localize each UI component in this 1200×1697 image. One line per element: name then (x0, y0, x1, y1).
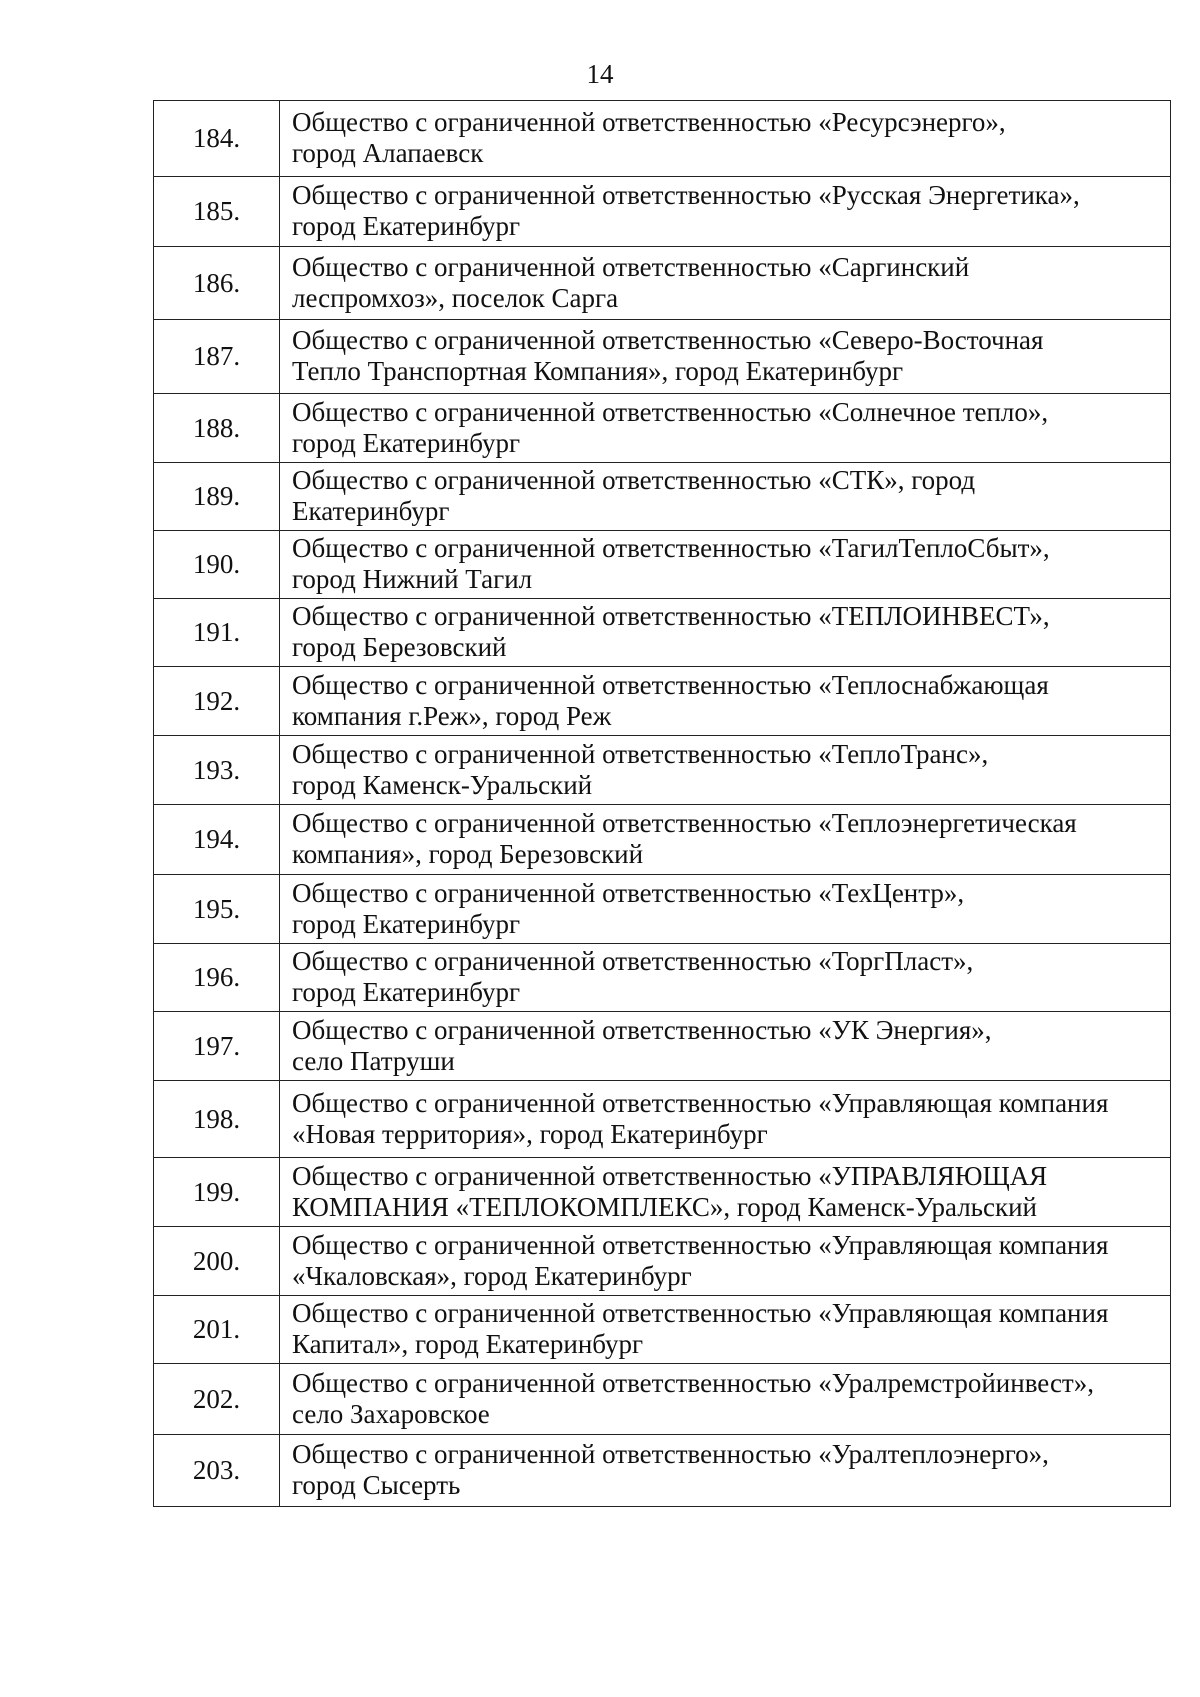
row-number: 190. (154, 531, 280, 599)
table-row (154, 394, 1171, 463)
organization-location-line: «Чкаловская», город Екатеринбург (292, 1260, 692, 1291)
organization-cell (280, 599, 1171, 667)
row-number: 198. (154, 1081, 280, 1158)
organization-name-line: Общество с ограниченной ответственностью «Русская Энергетика», (292, 180, 1080, 210)
organization-location-line: город Березовский (292, 632, 507, 662)
organization-location-line: город Нижний Тагил (292, 564, 533, 594)
table-row (154, 599, 1171, 667)
organization-name-line: Общество с ограниченной ответственностью «Северо-Восточная (292, 325, 1044, 355)
organization-name-line: Общество с ограниченной ответственностью «ТехЦентр», (292, 877, 965, 908)
organization-cell (280, 944, 1171, 1012)
organization-location-line: Екатеринбург (292, 496, 450, 526)
organization-cell (280, 1012, 1171, 1081)
organization-location-line: село Захаровское (292, 1398, 490, 1429)
organization-name-line: Общество с ограниченной ответственностью «УПРАВЛЯЮЩАЯ (292, 1160, 1048, 1191)
organization-name-line: Общество с ограниченной ответственностью «Управляющая компания (292, 1229, 1109, 1260)
organization-name-line: Общество с ограниченной ответственностью «Ресурсэнерго», (292, 107, 1006, 137)
organization-cell (280, 1364, 1171, 1435)
row-number: 199. (154, 1158, 280, 1227)
row-number: 203. (154, 1435, 280, 1507)
table-row (154, 320, 1171, 394)
row-number: 196. (154, 944, 280, 1012)
organization-location-line: Капитал», город Екатеринбург (292, 1329, 644, 1359)
table-row (154, 1227, 1171, 1296)
organization-name-line: Общество с ограниченной ответственностью «ТоргПласт», (292, 946, 974, 976)
organization-name-line: Общество с ограниченной ответственностью «Управляющая компания (292, 1087, 1109, 1118)
organization-cell (280, 1435, 1171, 1507)
table-row (154, 101, 1171, 177)
row-number: 188. (154, 394, 280, 463)
table-row (154, 463, 1171, 531)
organization-name-line: Общество с ограниченной ответственностью «ТагилТеплоСбыт», (292, 533, 1050, 563)
organization-location-line: город Екатеринбург (292, 977, 521, 1007)
organization-location-line: леспромхоз», поселок Сарга (292, 282, 619, 313)
organization-cell (280, 320, 1171, 394)
table-row (154, 667, 1171, 736)
row-number: 193. (154, 736, 280, 805)
row-number: 184. (154, 101, 280, 177)
table-row (154, 1364, 1171, 1435)
organization-cell (280, 531, 1171, 599)
organization-location-line: город Каменск-Уральский (292, 769, 593, 800)
organization-name-line: Общество с ограниченной ответственностью «Солнечное тепло», (292, 396, 1049, 427)
table-row (154, 531, 1171, 599)
organization-cell (280, 667, 1171, 736)
organization-location-line: город Екатеринбург (292, 427, 521, 458)
table-row (154, 736, 1171, 805)
row-number: 194. (154, 805, 280, 875)
organization-cell (280, 875, 1171, 944)
organization-name-line: Общество с ограниченной ответственностью «Теплоснабжающая (292, 669, 1049, 700)
organization-name-line: Общество с ограниченной ответственностью «Уралремстройинвест», (292, 1367, 1094, 1398)
row-number: 197. (154, 1012, 280, 1081)
organization-cell (280, 101, 1171, 177)
organization-location-line: город Екатеринбург (292, 908, 521, 939)
organization-cell (280, 177, 1171, 247)
organization-name-line: Общество с ограниченной ответственностью «Саргинский (292, 251, 970, 282)
organization-name-line: Общество с ограниченной ответственностью «СТК», город (292, 465, 976, 495)
organizations-table (153, 100, 1171, 1507)
row-number: 191. (154, 599, 280, 667)
row-number: 201. (154, 1296, 280, 1364)
table-row (154, 247, 1171, 320)
organization-name-line: Общество с ограниченной ответственностью «Уралтеплоэнерго», (292, 1439, 1049, 1469)
organization-cell (280, 1227, 1171, 1296)
table-row (154, 1158, 1171, 1227)
row-number: 185. (154, 177, 280, 247)
organization-location-line: КОМПАНИЯ «ТЕПЛОКОМПЛЕКС», город Каменск-Уральский (292, 1191, 1037, 1222)
organization-cell (280, 736, 1171, 805)
organization-name-line: Общество с ограниченной ответственностью «Управляющая компания (292, 1298, 1109, 1328)
organization-name-line: Общество с ограниченной ответственностью «Теплоэнергетическая (292, 808, 1077, 838)
organization-cell (280, 394, 1171, 463)
organization-name-line: Общество с ограниченной ответственностью «УК Энергия», (292, 1014, 992, 1045)
organization-location-line: «Новая территория», город Екатеринбург (292, 1118, 768, 1149)
organization-location-line: город Алапаевск (292, 138, 484, 168)
table-row (154, 177, 1171, 247)
row-number: 200. (154, 1227, 280, 1296)
organization-cell (280, 1081, 1171, 1158)
organization-cell (280, 805, 1171, 875)
organization-location-line: компания», город Березовский (292, 839, 644, 869)
table-row (154, 1081, 1171, 1158)
row-number: 192. (154, 667, 280, 736)
organization-location-line: село Патруши (292, 1045, 455, 1076)
organization-location-line: город Сысерть (292, 1470, 461, 1500)
row-number: 187. (154, 320, 280, 394)
organization-location-line: компания г.Реж», город Реж (292, 700, 612, 731)
organization-name-line: Общество с ограниченной ответственностью «ТеплоТранс», (292, 738, 989, 769)
table-row (154, 875, 1171, 944)
table-row (154, 1296, 1171, 1364)
table-row (154, 805, 1171, 875)
row-number: 202. (154, 1364, 280, 1435)
organization-location-line: город Екатеринбург (292, 211, 521, 241)
organization-location-line: Тепло Транспортная Компания», город Екатеринбург (292, 356, 904, 386)
row-number: 186. (154, 247, 280, 320)
row-number: 195. (154, 875, 280, 944)
organization-name-line: Общество с ограниченной ответственностью «ТЕПЛОИНВЕСТ», (292, 601, 1050, 631)
table-row (154, 1435, 1171, 1507)
organizations-table-body (154, 101, 1171, 1507)
organization-cell (280, 1296, 1171, 1364)
table-row (154, 1012, 1171, 1081)
organization-cell (280, 1158, 1171, 1227)
table-row (154, 944, 1171, 1012)
organization-cell (280, 463, 1171, 531)
page-number: 14 (586, 59, 614, 89)
organization-cell (280, 247, 1171, 320)
row-number: 189. (154, 463, 280, 531)
